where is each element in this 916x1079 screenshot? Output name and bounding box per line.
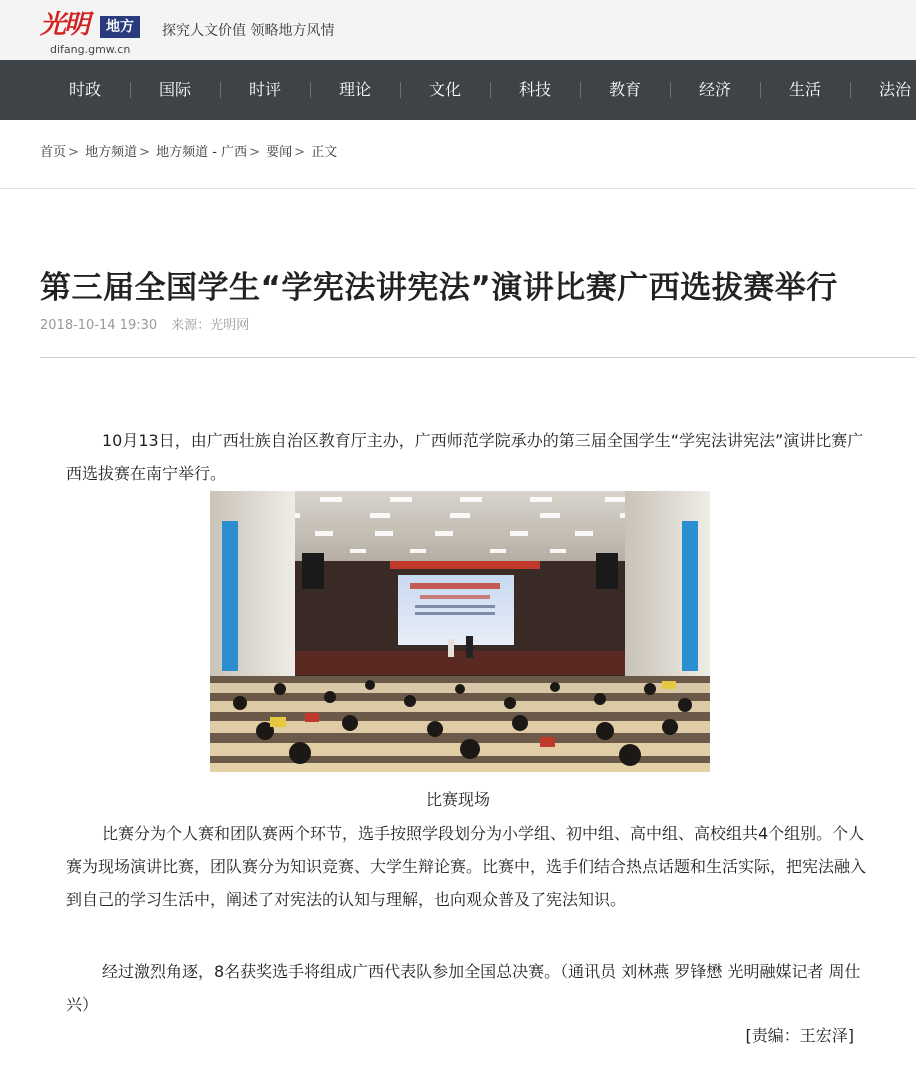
breadcrumb-home[interactable]: 首页 [40, 145, 67, 160]
breadcrumb-news[interactable]: 要闻 [266, 145, 293, 160]
nav-item-theory[interactable]: 理论 [310, 60, 400, 120]
breadcrumb-separator: > [68, 145, 79, 160]
article-title: 第三届全国学生“学宪法讲宪法”演讲比赛广西选拔赛举行 [40, 270, 838, 306]
article-editor: [责编：王宏泽] [745, 1026, 854, 1045]
logo-domain: difang.gmw.cn [50, 43, 131, 56]
competition-venue-image [210, 491, 710, 772]
nav-item-commentary[interactable]: 时评 [220, 60, 310, 120]
nav-item-life[interactable]: 生活 [760, 60, 850, 120]
logo-script: 光明 [40, 10, 89, 40]
article-paragraph: 10月13日，由广西壮族自治区教育厅主办，广西师范学院承办的第三届全国学生“学宪法讲宪法”演讲比赛广西选拔赛在南宁举行。 [66, 431, 864, 483]
breadcrumb-guangxi[interactable]: 地方频道 - 广西 [156, 145, 248, 160]
nav-item-economy[interactable]: 经济 [670, 60, 760, 120]
nav-item-international[interactable]: 国际 [130, 60, 220, 120]
site-header [0, 0, 916, 60]
nav-item-culture[interactable]: 文化 [400, 60, 490, 120]
nav-item-technology[interactable]: 科技 [490, 60, 580, 120]
divider [0, 188, 916, 189]
article-photo [210, 491, 710, 772]
nav-item-law[interactable]: 法治 [850, 60, 916, 120]
photo-caption: 比赛现场 [425, 790, 490, 809]
breadcrumb-local-channel[interactable]: 地方频道 [85, 145, 138, 160]
breadcrumb-separator: > [249, 145, 260, 160]
article-meta [40, 314, 249, 333]
nav-item-politics[interactable]: 时政 [68, 80, 101, 99]
breadcrumb [40, 141, 337, 160]
breadcrumb-current: 正文 [311, 145, 338, 160]
article-paragraph: 经过激烈角逐，8名获奖选手将组成广西代表队参加全国总决赛。（通讯员 刘林燕 罗锋懋 光明融媒记者 周仕兴） [66, 962, 861, 1014]
article-paragraph: 比赛分为个人赛和团队赛两个环节，选手按照学段划分为小学组、初中组、高中组、高校组共4个组别。个人赛为现场演讲比赛，团队赛分为知识竞赛、大学生辩论赛。比赛中，选手们结合热点话题和生活实际，把宪法融入到自己的学习生活中，阐述了对宪法的认知与理解，也向观众普及了宪法知识。 [66, 824, 867, 909]
article-source[interactable]: 来源：光明网 [171, 318, 250, 333]
logo-channel-badge: 地方 [100, 16, 140, 38]
site-slogan: 探究人文价值 领略地方风情 [162, 23, 335, 39]
breadcrumb-separator: > [139, 145, 150, 160]
site-logo[interactable] [40, 10, 140, 56]
article-date: 2018-10-14 19:30 [40, 318, 158, 333]
breadcrumb-separator: > [294, 145, 306, 160]
nav-item-education[interactable]: 教育 [580, 60, 670, 120]
main-nav [0, 60, 916, 120]
divider [40, 357, 916, 358]
